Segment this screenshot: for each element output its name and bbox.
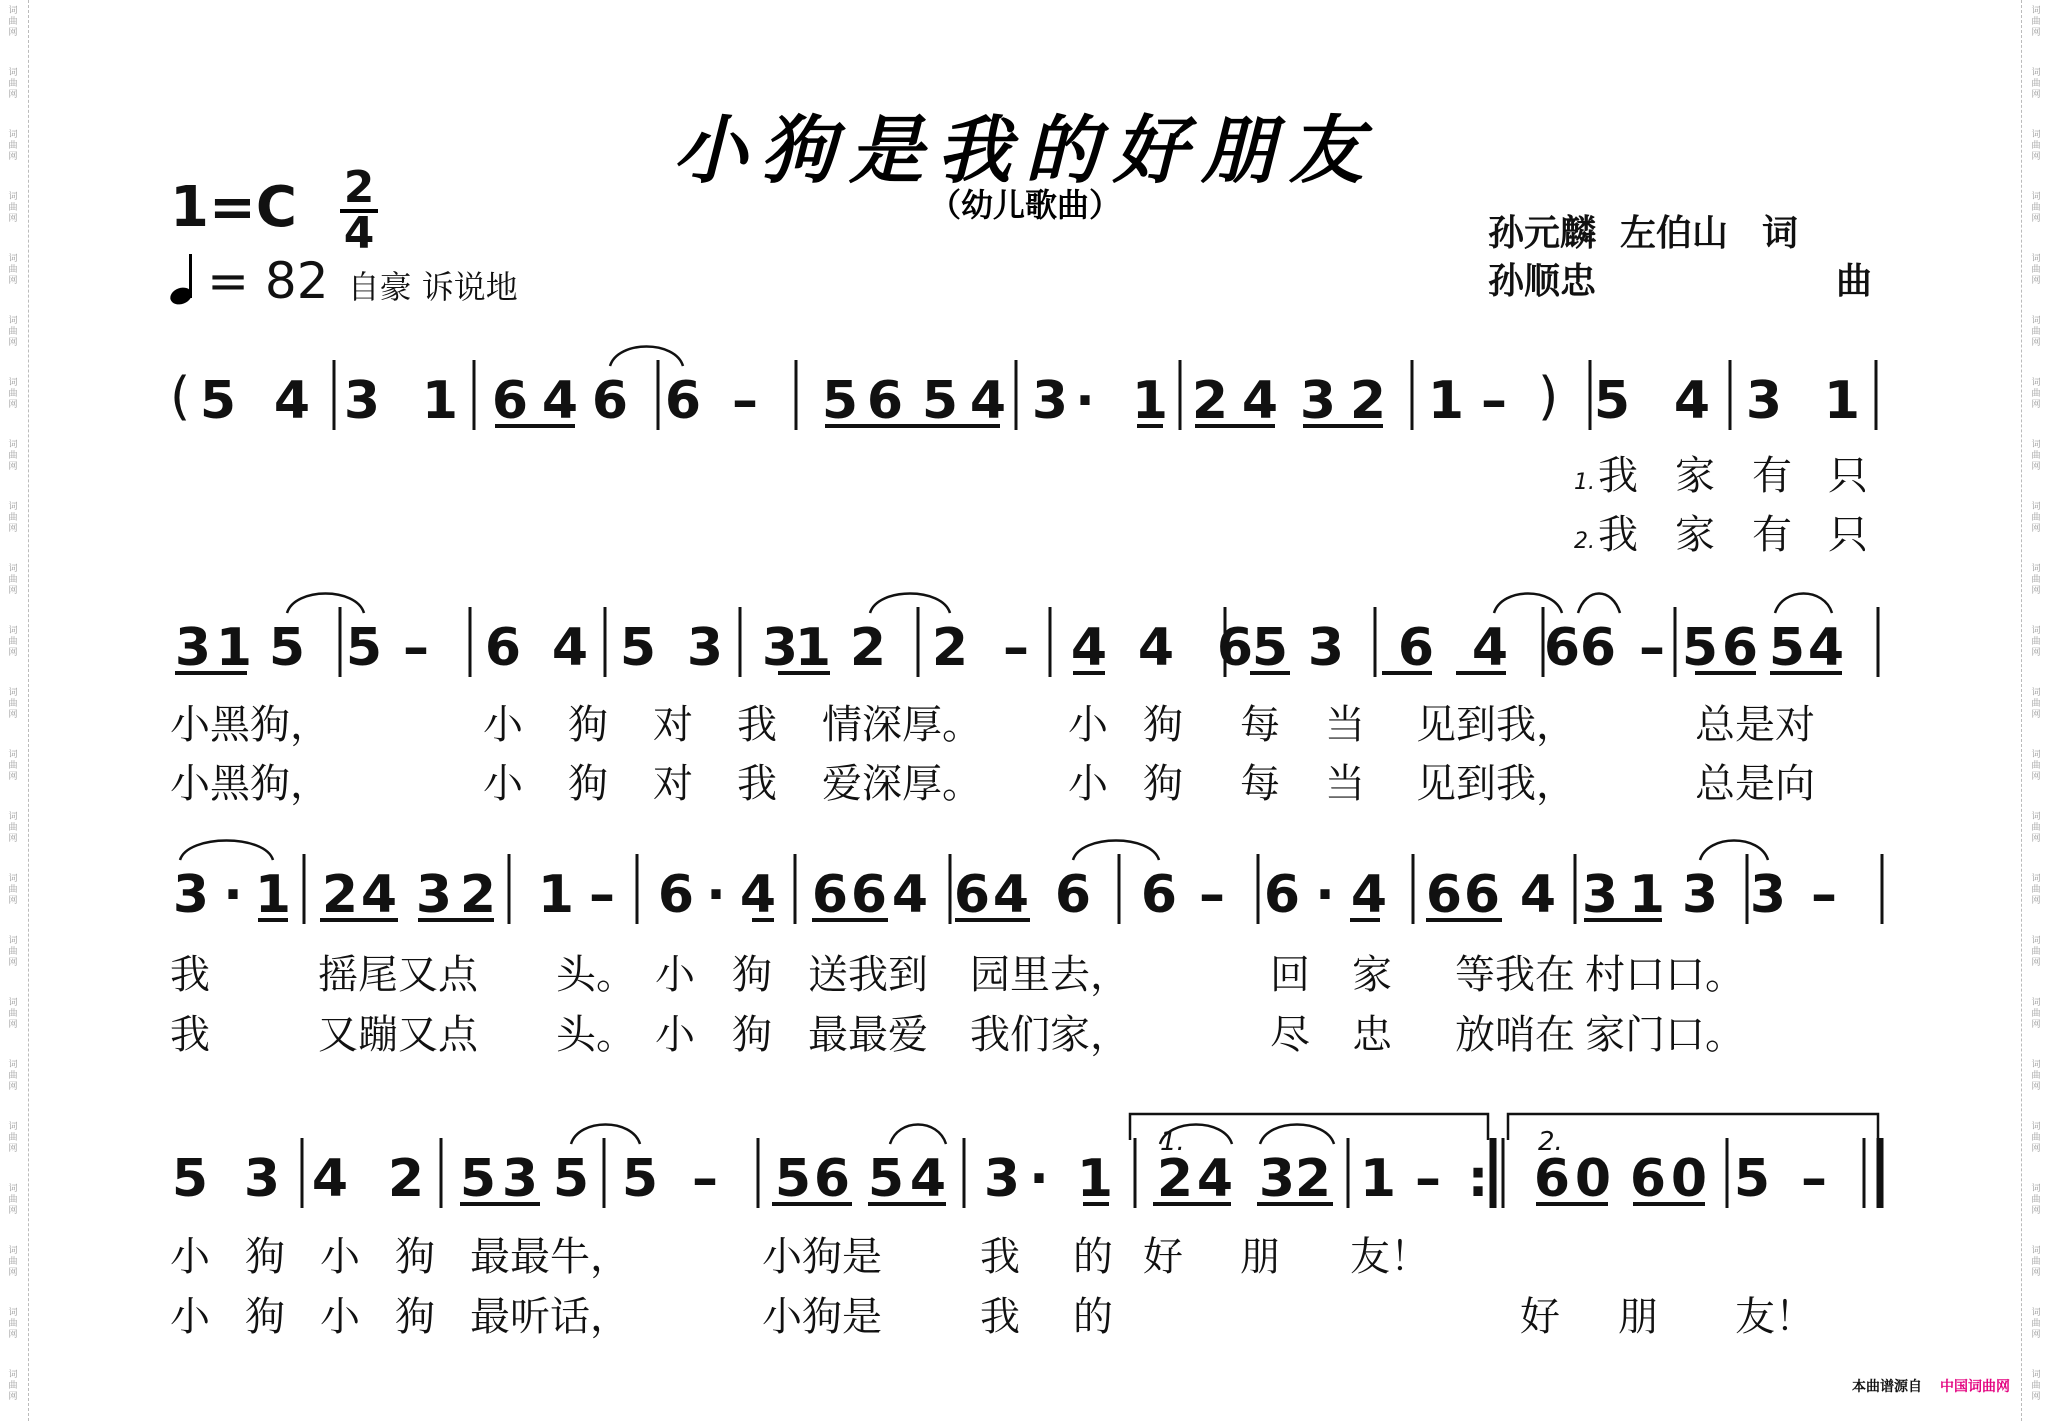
note: 4 (1350, 865, 1388, 925)
note: 1 (421, 371, 459, 431)
note: 5 (1768, 618, 1806, 678)
watermark-text: 词 曲 网 (8, 626, 18, 658)
lyric-syllable: 尽 (1270, 1012, 1310, 1058)
lyric-syllable: 狗 (568, 761, 608, 807)
note: 3 (1681, 865, 1719, 925)
note: 4 (1196, 1149, 1234, 1209)
lyric-syllable: 对 (653, 761, 693, 807)
sustain-dash: – (1801, 1149, 1827, 1209)
watermark-text: 词 曲 网 (2031, 936, 2041, 968)
lyric-syllable: 狗 (732, 952, 772, 998)
watermark-text: 词 曲 网 (2031, 502, 2041, 534)
note: 2 (931, 618, 969, 678)
note: 4 (969, 371, 1007, 431)
note: 2 (1349, 371, 1387, 431)
note: 4 (1807, 618, 1845, 678)
lyric-syllable: 每 (1240, 702, 1280, 748)
note: 5 (552, 1149, 590, 1209)
lyric-syllable: 好 (1520, 1294, 1560, 1340)
source-site-link[interactable]: 中国词曲网 (1940, 1379, 2010, 1395)
sustain-dash: – (692, 1149, 718, 1209)
watermark-text: 词 曲 网 (8, 254, 18, 286)
note: 5 (921, 371, 959, 431)
verse-number: 2. (1574, 529, 1595, 554)
lyric-syllable: 有 (1752, 512, 1792, 558)
watermark-text: 词 曲 网 (2031, 688, 2041, 720)
note: 5 (619, 618, 657, 678)
lyric-syllable: 送我到 (808, 952, 928, 998)
lyric-syllable: 见到我， (1416, 702, 1576, 748)
lyric-syllable: 对 (653, 702, 693, 748)
source-prefix: 本曲谱源自 (1852, 1379, 1922, 1395)
intro-open-paren: ( (170, 367, 191, 427)
note: 0 (1670, 1149, 1708, 1209)
lyric-syllable: 只 (1828, 512, 1868, 558)
lyric-syllable: 友！ (1735, 1294, 1815, 1340)
volta-label: 2. (1538, 1127, 1563, 1157)
volta-bracket (1508, 1114, 1878, 1140)
lyric-syllable: 放哨在 (1455, 1012, 1575, 1058)
lyric-syllable: 总是向 (1695, 761, 1815, 807)
lyric-syllable: 小 (483, 702, 523, 748)
lyric-syllable: 最最牛， (470, 1234, 630, 1280)
lyric-syllable: 头。 (556, 952, 636, 998)
note: 5 (1733, 1149, 1771, 1209)
note: 6 (664, 371, 702, 431)
note: 6 (591, 371, 629, 431)
augmentation-dot: · (1075, 371, 1095, 431)
tie-arc (287, 594, 364, 614)
tempo-value: = 82 (207, 252, 329, 310)
note: 6 (491, 371, 529, 431)
tie-arc (1494, 594, 1562, 614)
lyric-syllable: 小 (1068, 702, 1108, 748)
note: 6 (1721, 618, 1759, 678)
note: 1 (1427, 371, 1465, 431)
watermark-text: 词 曲 网 (8, 1246, 18, 1278)
note: : (1467, 1149, 1489, 1209)
watermark-text: 词 曲 网 (8, 874, 18, 906)
note: 5 (1681, 618, 1719, 678)
lyric-syllable: 我 (1598, 453, 1638, 499)
note: 3 (174, 618, 212, 678)
tie-arc (1073, 841, 1159, 861)
time-signature-top: 2 (343, 162, 375, 213)
lyric-syllable: 小 (655, 952, 695, 998)
lyric-syllable: 家门口。 (1585, 1012, 1745, 1058)
watermark-text: 词 曲 网 (8, 440, 18, 472)
note: 6 (1579, 618, 1617, 678)
note: 4 (1673, 371, 1711, 431)
augmentation-dot: · (1029, 1149, 1049, 1209)
note: 1 (1359, 1149, 1397, 1209)
note: 6 (1216, 618, 1254, 678)
sustain-dash: – (1199, 865, 1225, 925)
watermark-text: 词 曲 网 (2031, 6, 2041, 38)
lyric-syllable: 朋 (1240, 1234, 1280, 1280)
watermark-text: 词 曲 网 (2031, 998, 2041, 1030)
lyric-syllable: 我 (980, 1234, 1020, 1280)
lyric-syllable: 爱深厚。 (822, 761, 982, 807)
lyric-syllable: 头。 (556, 1012, 636, 1058)
watermark-text: 词 曲 网 (8, 564, 18, 596)
note: 6 (813, 1149, 851, 1209)
volta-label: 1. (1160, 1127, 1185, 1157)
composer-role: 曲 (1836, 261, 1873, 302)
note: 5 (867, 1149, 905, 1209)
lyric-syllable: 最最爱 (808, 1012, 928, 1058)
note: 3 (1307, 618, 1345, 678)
watermark-text: 词 曲 网 (8, 6, 18, 38)
song-subtitle: （幼儿歌曲） (928, 186, 1121, 224)
lyric-syllable: 等我在 (1455, 952, 1575, 998)
sustain-dash: – (1639, 618, 1665, 678)
note: 4 (551, 618, 589, 678)
note: 6 (1543, 618, 1581, 678)
note: 3 (686, 618, 724, 678)
watermark-text: 词 曲 网 (2031, 564, 2041, 596)
note: 3 (172, 865, 210, 925)
source-credit (1852, 1376, 2010, 1396)
tie-arc (1775, 594, 1832, 614)
note: 1 (537, 865, 575, 925)
note: 6 (866, 371, 904, 431)
lyric-syllable: 我 (170, 952, 210, 998)
watermark-text: 词 曲 网 (2031, 316, 2041, 348)
lyricist-b: 左伯山 (1620, 213, 1729, 254)
note: 5 (1593, 371, 1631, 431)
watermark-text: 词 曲 网 (8, 1184, 18, 1216)
lyric-syllable: 小黑狗， (170, 761, 330, 807)
note: 1 (1131, 371, 1169, 431)
watermark-text: 词 曲 网 (2031, 750, 2041, 782)
lyric-syllable: 朋 (1618, 1294, 1658, 1340)
watermark-text: 词 曲 网 (2031, 130, 2041, 162)
note: 6 (1054, 865, 1092, 925)
note: 6 (1263, 865, 1301, 925)
note: 4 (1471, 618, 1509, 678)
watermark-text: 词 曲 网 (8, 378, 18, 410)
lyric-syllable: 小 (1068, 761, 1108, 807)
lyric-syllable: 我 (980, 1294, 1020, 1340)
note: 6 (484, 618, 522, 678)
lyric-syllable: 村口口。 (1585, 952, 1745, 998)
note: 6 (1533, 1149, 1571, 1209)
lyric-syllable: 家 (1675, 453, 1715, 499)
tie-arc (1700, 841, 1768, 861)
time-signature-bottom: 4 (343, 208, 375, 259)
lyric-syllable: 我们家， (970, 1012, 1130, 1058)
sustain-dash: – (403, 618, 429, 678)
note: 1 (794, 618, 832, 678)
lyric-syllable: 当 (1325, 702, 1365, 748)
note: 2 (1156, 1149, 1194, 1209)
note: 4 (909, 1149, 947, 1209)
lyric-syllable: 有 (1752, 453, 1792, 499)
watermark-text: 词 曲 网 (8, 936, 18, 968)
note: 1 (215, 618, 253, 678)
lyric-syllable: 我 (737, 761, 777, 807)
tie-arc (180, 841, 273, 861)
lyric-syllable: 狗 (395, 1234, 435, 1280)
note: 2 (849, 618, 887, 678)
augmentation-dot: · (1315, 865, 1335, 925)
note: 5 (1251, 618, 1289, 678)
sustain-dash: – (1811, 865, 1837, 925)
note: 6 (1140, 865, 1178, 925)
note: 3 (1258, 1149, 1296, 1209)
note: 6 (811, 865, 849, 925)
note: 6 (1425, 865, 1463, 925)
lyric-syllable: 我 (737, 702, 777, 748)
watermark-text: 词 曲 网 (8, 750, 18, 782)
note: 3 (415, 865, 453, 925)
note: 5 (171, 1149, 209, 1209)
watermark-text: 词 曲 网 (2031, 68, 2041, 100)
lyric-syllable: 总是对 (1695, 702, 1815, 748)
note: 5 (268, 618, 306, 678)
watermark-text: 词 曲 网 (2031, 1184, 2041, 1216)
note: 2 (1294, 1149, 1332, 1209)
watermark-text: 词 曲 网 (2031, 254, 2041, 286)
note: 6 (953, 865, 991, 925)
lyric-syllable: 小 (170, 1294, 210, 1340)
augmentation-dot: · (223, 865, 243, 925)
note: 4 (1070, 618, 1108, 678)
note: 6 (1463, 865, 1501, 925)
lyric-syllable: 小 (320, 1294, 360, 1340)
lyric-syllable: 小 (320, 1234, 360, 1280)
expression-marking: 自豪 诉说地 (347, 268, 518, 306)
lyric-syllable: 小 (170, 1234, 210, 1280)
intro-close-paren: ) (1538, 367, 1559, 427)
watermark-text: 词 曲 网 (8, 192, 18, 224)
lyric-syllable: 的 (1073, 1294, 1113, 1340)
augmentation-dot: · (706, 865, 726, 925)
note: 3 (983, 1149, 1021, 1209)
note: 3 (1581, 865, 1619, 925)
note: 4 (360, 865, 398, 925)
watermark-text: 词 曲 网 (2031, 626, 2041, 658)
note: 3 (761, 618, 799, 678)
lyric-syllable: 家 (1352, 952, 1392, 998)
verse-number: 1. (1574, 470, 1595, 495)
note: 1 (1628, 865, 1666, 925)
lyric-syllable: 小 (655, 1012, 695, 1058)
watermark-text: 词 曲 网 (2031, 1246, 2041, 1278)
watermark-text: 词 曲 网 (8, 998, 18, 1030)
watermark-text: 词 曲 网 (8, 688, 18, 720)
sustain-dash: – (1003, 618, 1029, 678)
lyric-syllable: 小狗是 (762, 1294, 882, 1340)
note: 5 (774, 1149, 812, 1209)
note: 2 (321, 865, 359, 925)
note: 3 (1749, 865, 1787, 925)
watermark-text: 词 曲 网 (2031, 1370, 2041, 1402)
lyric-syllable: 园里去， (970, 952, 1130, 998)
note: 5 (459, 1149, 497, 1209)
watermark-text: 词 曲 网 (2031, 378, 2041, 410)
watermark-text: 词 曲 网 (2031, 440, 2041, 472)
note: 2 (387, 1149, 425, 1209)
note: 3 (501, 1149, 539, 1209)
watermark-text: 词 曲 网 (8, 1122, 18, 1154)
watermark-text: 词 曲 网 (2031, 874, 2041, 906)
watermark-text: 词 曲 网 (8, 130, 18, 162)
sustain-dash: – (1481, 371, 1507, 431)
note: 5 (621, 1149, 659, 1209)
lyric-syllable: 小黑狗， (170, 702, 330, 748)
note: 2 (459, 865, 497, 925)
note: 3 (1299, 371, 1337, 431)
note: 4 (273, 371, 311, 431)
note: 6 (850, 865, 888, 925)
note: 3 (343, 371, 381, 431)
sustain-dash: – (1415, 1149, 1441, 1209)
watermark-text: 词 曲 网 (2031, 1060, 2041, 1092)
note: 4 (992, 865, 1030, 925)
lyric-syllable: 的 (1073, 1234, 1113, 1280)
note: 3 (1031, 371, 1069, 431)
lyric-syllable: 我 (1598, 512, 1638, 558)
note: 1 (1076, 1149, 1114, 1209)
watermark-text: 词 曲 网 (2031, 1122, 2041, 1154)
lyric-syllable: 狗 (245, 1234, 285, 1280)
note: 1 (1823, 371, 1861, 431)
tie-arc (1578, 594, 1620, 614)
note: 4 (1137, 618, 1175, 678)
note: 3 (1745, 371, 1783, 431)
lyric-syllable: 我 (170, 1012, 210, 1058)
tie-arc (1260, 1125, 1334, 1145)
note: 5 (199, 371, 237, 431)
note: 4 (1241, 371, 1279, 431)
note: 5 (345, 618, 383, 678)
note: 3 (243, 1149, 281, 1209)
lyric-syllable: 小狗是 (762, 1234, 882, 1280)
sustain-dash: – (589, 865, 615, 925)
watermark-text: 词 曲 网 (8, 1060, 18, 1092)
watermark-text: 词 曲 网 (8, 812, 18, 844)
lyric-syllable: 当 (1325, 761, 1365, 807)
lyricist-role: 词 (1762, 213, 1799, 254)
watermark-text: 词 曲 网 (8, 502, 18, 534)
lyric-syllable: 见到我， (1416, 761, 1576, 807)
watermark-text: 词 曲 网 (8, 1308, 18, 1340)
tie-arc (890, 1125, 946, 1145)
watermark-text: 词 曲 网 (8, 68, 18, 100)
note: 4 (739, 865, 777, 925)
watermark-text: 词 曲 网 (2031, 192, 2041, 224)
lyric-syllable: 每 (1240, 761, 1280, 807)
lyric-syllable: 只 (1828, 453, 1868, 499)
lyric-syllable: 忠 (1352, 1012, 1392, 1058)
watermark-text: 词 曲 网 (8, 316, 18, 348)
key-signature: 1=C (170, 175, 297, 240)
note: 4 (311, 1149, 349, 1209)
note: 5 (821, 371, 859, 431)
watermark-text: 词 曲 网 (2031, 1308, 2041, 1340)
note: 6 (1629, 1149, 1667, 1209)
lyric-syllable: 狗 (1143, 761, 1183, 807)
composer: 孙顺忠 (1488, 261, 1597, 302)
lyric-syllable: 友！ (1350, 1234, 1430, 1280)
lyric-syllable: 狗 (732, 1012, 772, 1058)
tie-arc (870, 594, 950, 614)
watermark-text: 词 曲 网 (2031, 812, 2041, 844)
note: 4 (1519, 865, 1557, 925)
note: 0 (1574, 1149, 1612, 1209)
note: 6 (1397, 618, 1435, 678)
note: 2 (1191, 371, 1229, 431)
lyric-syllable: 好 (1143, 1234, 1183, 1280)
lyric-syllable: 狗 (1143, 702, 1183, 748)
note: 4 (891, 865, 929, 925)
note: 4 (541, 371, 579, 431)
song-title: 小狗是我的好朋友 (673, 108, 1377, 194)
lyric-syllable: 狗 (245, 1294, 285, 1340)
note: 1 (254, 865, 292, 925)
lyric-syllable: 摇尾又点 (318, 952, 478, 998)
lyric-syllable: 狗 (568, 702, 608, 748)
lyric-syllable: 狗 (395, 1294, 435, 1340)
lyric-syllable: 最听话， (470, 1294, 630, 1340)
watermark-text: 词 曲 网 (8, 1370, 18, 1402)
lyric-syllable: 情深厚。 (822, 702, 982, 748)
lyricist-a: 孙元麟 (1488, 213, 1597, 254)
lyric-syllable: 回 (1270, 952, 1310, 998)
lyric-syllable: 小 (483, 761, 523, 807)
lyric-syllable: 又蹦又点 (318, 1012, 478, 1058)
tie-arc (610, 347, 683, 367)
note: 6 (657, 865, 695, 925)
lyric-syllable: 家 (1675, 512, 1715, 558)
sustain-dash: – (732, 371, 758, 431)
